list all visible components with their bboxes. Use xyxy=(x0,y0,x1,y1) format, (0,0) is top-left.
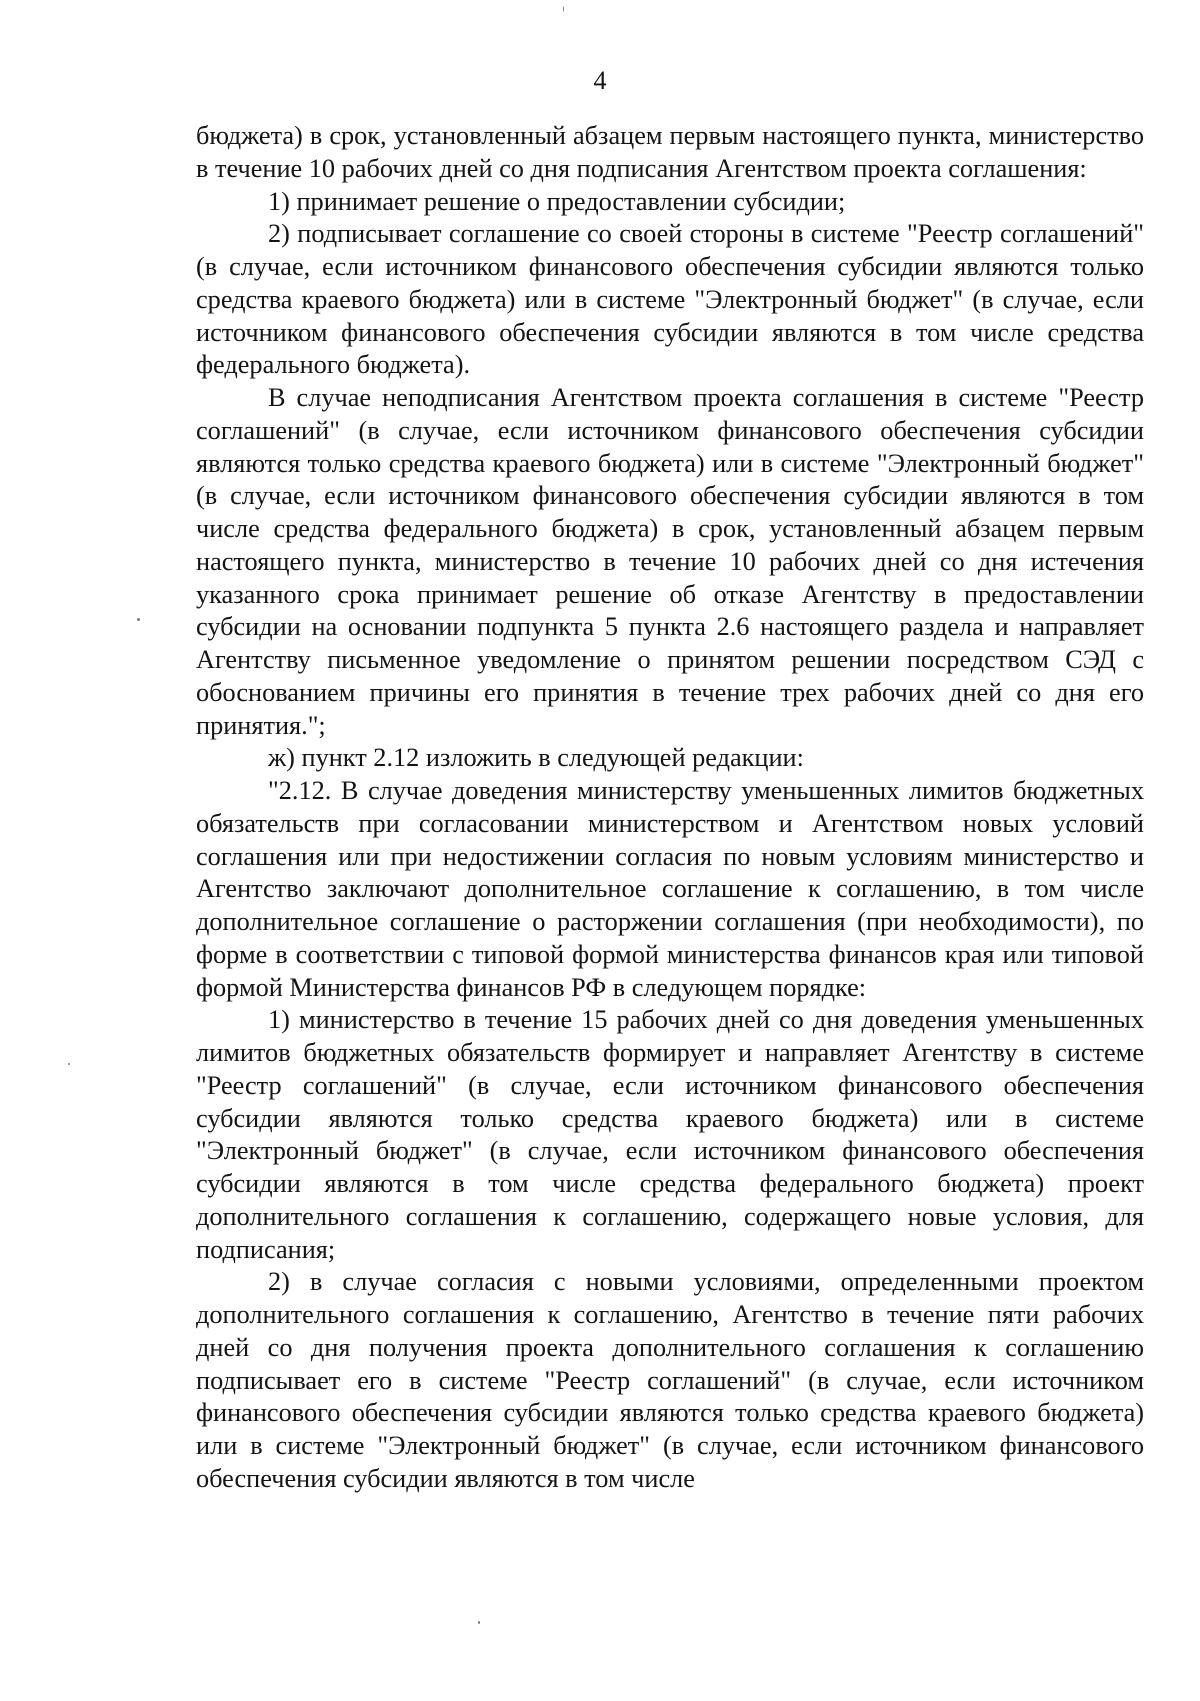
paragraph-6: "2.12. В случае доведения министерству уменьшенных лимитов бюджетных обязательств при согласовании министерством и Агентством новых условий соглашения или при недостижении согласия по новым условиям министерство и Агентство заключают дополнительное соглашение к соглашению, в том числе дополнительное соглашение о расторжении соглашения (при необходимости), по форме в соответствии с типовой формой министерства финансов края или типовой формой Министерства финансов РФ в следующем порядке: xyxy=(196,776,1144,1002)
scan-speck xyxy=(478,1621,480,1624)
paragraph-5: ж) пункт 2.12 изложить в следующей редакции: xyxy=(268,743,804,773)
paragraph-4: В случае неподписания Агентством проекта соглашения в системе "Реестр соглашений" (в случае, если источником финансового обеспечения субсидии являются только средства краевого бюджета) или в системе "Электронный бюджет" (в случае, если источником финансового обеспечения субсидии являются в том числе средства федерального бюджета) в срок, установленный абзацем первым настоящего пункта, министерство в течение 10 рабочих дней со дня истечения указанного срока принимает решение об отказе Агентству в предоставлении субсидии на основании подпункта 5 пункта 2.6 настоящего раздела и направляет Агентству письменное уведомление о принятом решении посредством СЭД с обоснованием причины его принятия в течение трех рабочих дней со дня его принятия."; xyxy=(196,383,1144,740)
scan-speck xyxy=(563,6,564,12)
document-body xyxy=(196,120,1144,1496)
paragraph-3: 2) подписывает соглашение со своей стороны в системе "Реестр соглашений" (в случае, если источником финансового обеспечения субсидии являются только средства краевого бюджета) или в системе "Электронный бюджет" (в случае, если источником финансового обеспечения субсидии являются в том числе средства федерального бюджета). xyxy=(196,219,1144,380)
scan-speck xyxy=(68,1063,70,1065)
scan-speck xyxy=(137,618,140,621)
paragraph-1: бюджета) в срок, установленный абзацем первым настоящего пункта, министерство в течение 10 рабочих дней со дня подписания Агентством проекта соглашения: xyxy=(196,121,1144,183)
page-number: 4 xyxy=(593,66,607,95)
paragraph-7: 1) министерство в течение 15 рабочих дней со дня доведения уменьшенных лимитов бюджетных обязательств формирует и направляет Агентству в системе "Реестр соглашений" (в случае, если источником финансового обеспечения субсидии являются только средства краевого бюджета) или в системе "Электронный бюджет" (в случае, если источником финансового обеспечения субсидии являются в том числе средства федерального бюджета) проект дополнительного соглашения к соглашению, содержащего новые условия, для подписания; xyxy=(196,1005,1144,1264)
paragraph-8: 2) в случае согласия с новыми условиями, определенными проектом дополнительного соглашения к соглашению, Агентство в течение пяти рабочих дней со дня получения проекта дополнительного соглашения к соглашению подписывает его в системе "Реестр соглашений" (в случае, если источником финансового обеспечения субсидии являются только средства краевого бюджета) или в системе "Электронный бюджет" (в случае, если источником финансового обеспечения субсидии являются в том числе xyxy=(196,1267,1144,1493)
paragraph-2: 1) принимает решение о предоставлении субсидии; xyxy=(268,186,846,216)
